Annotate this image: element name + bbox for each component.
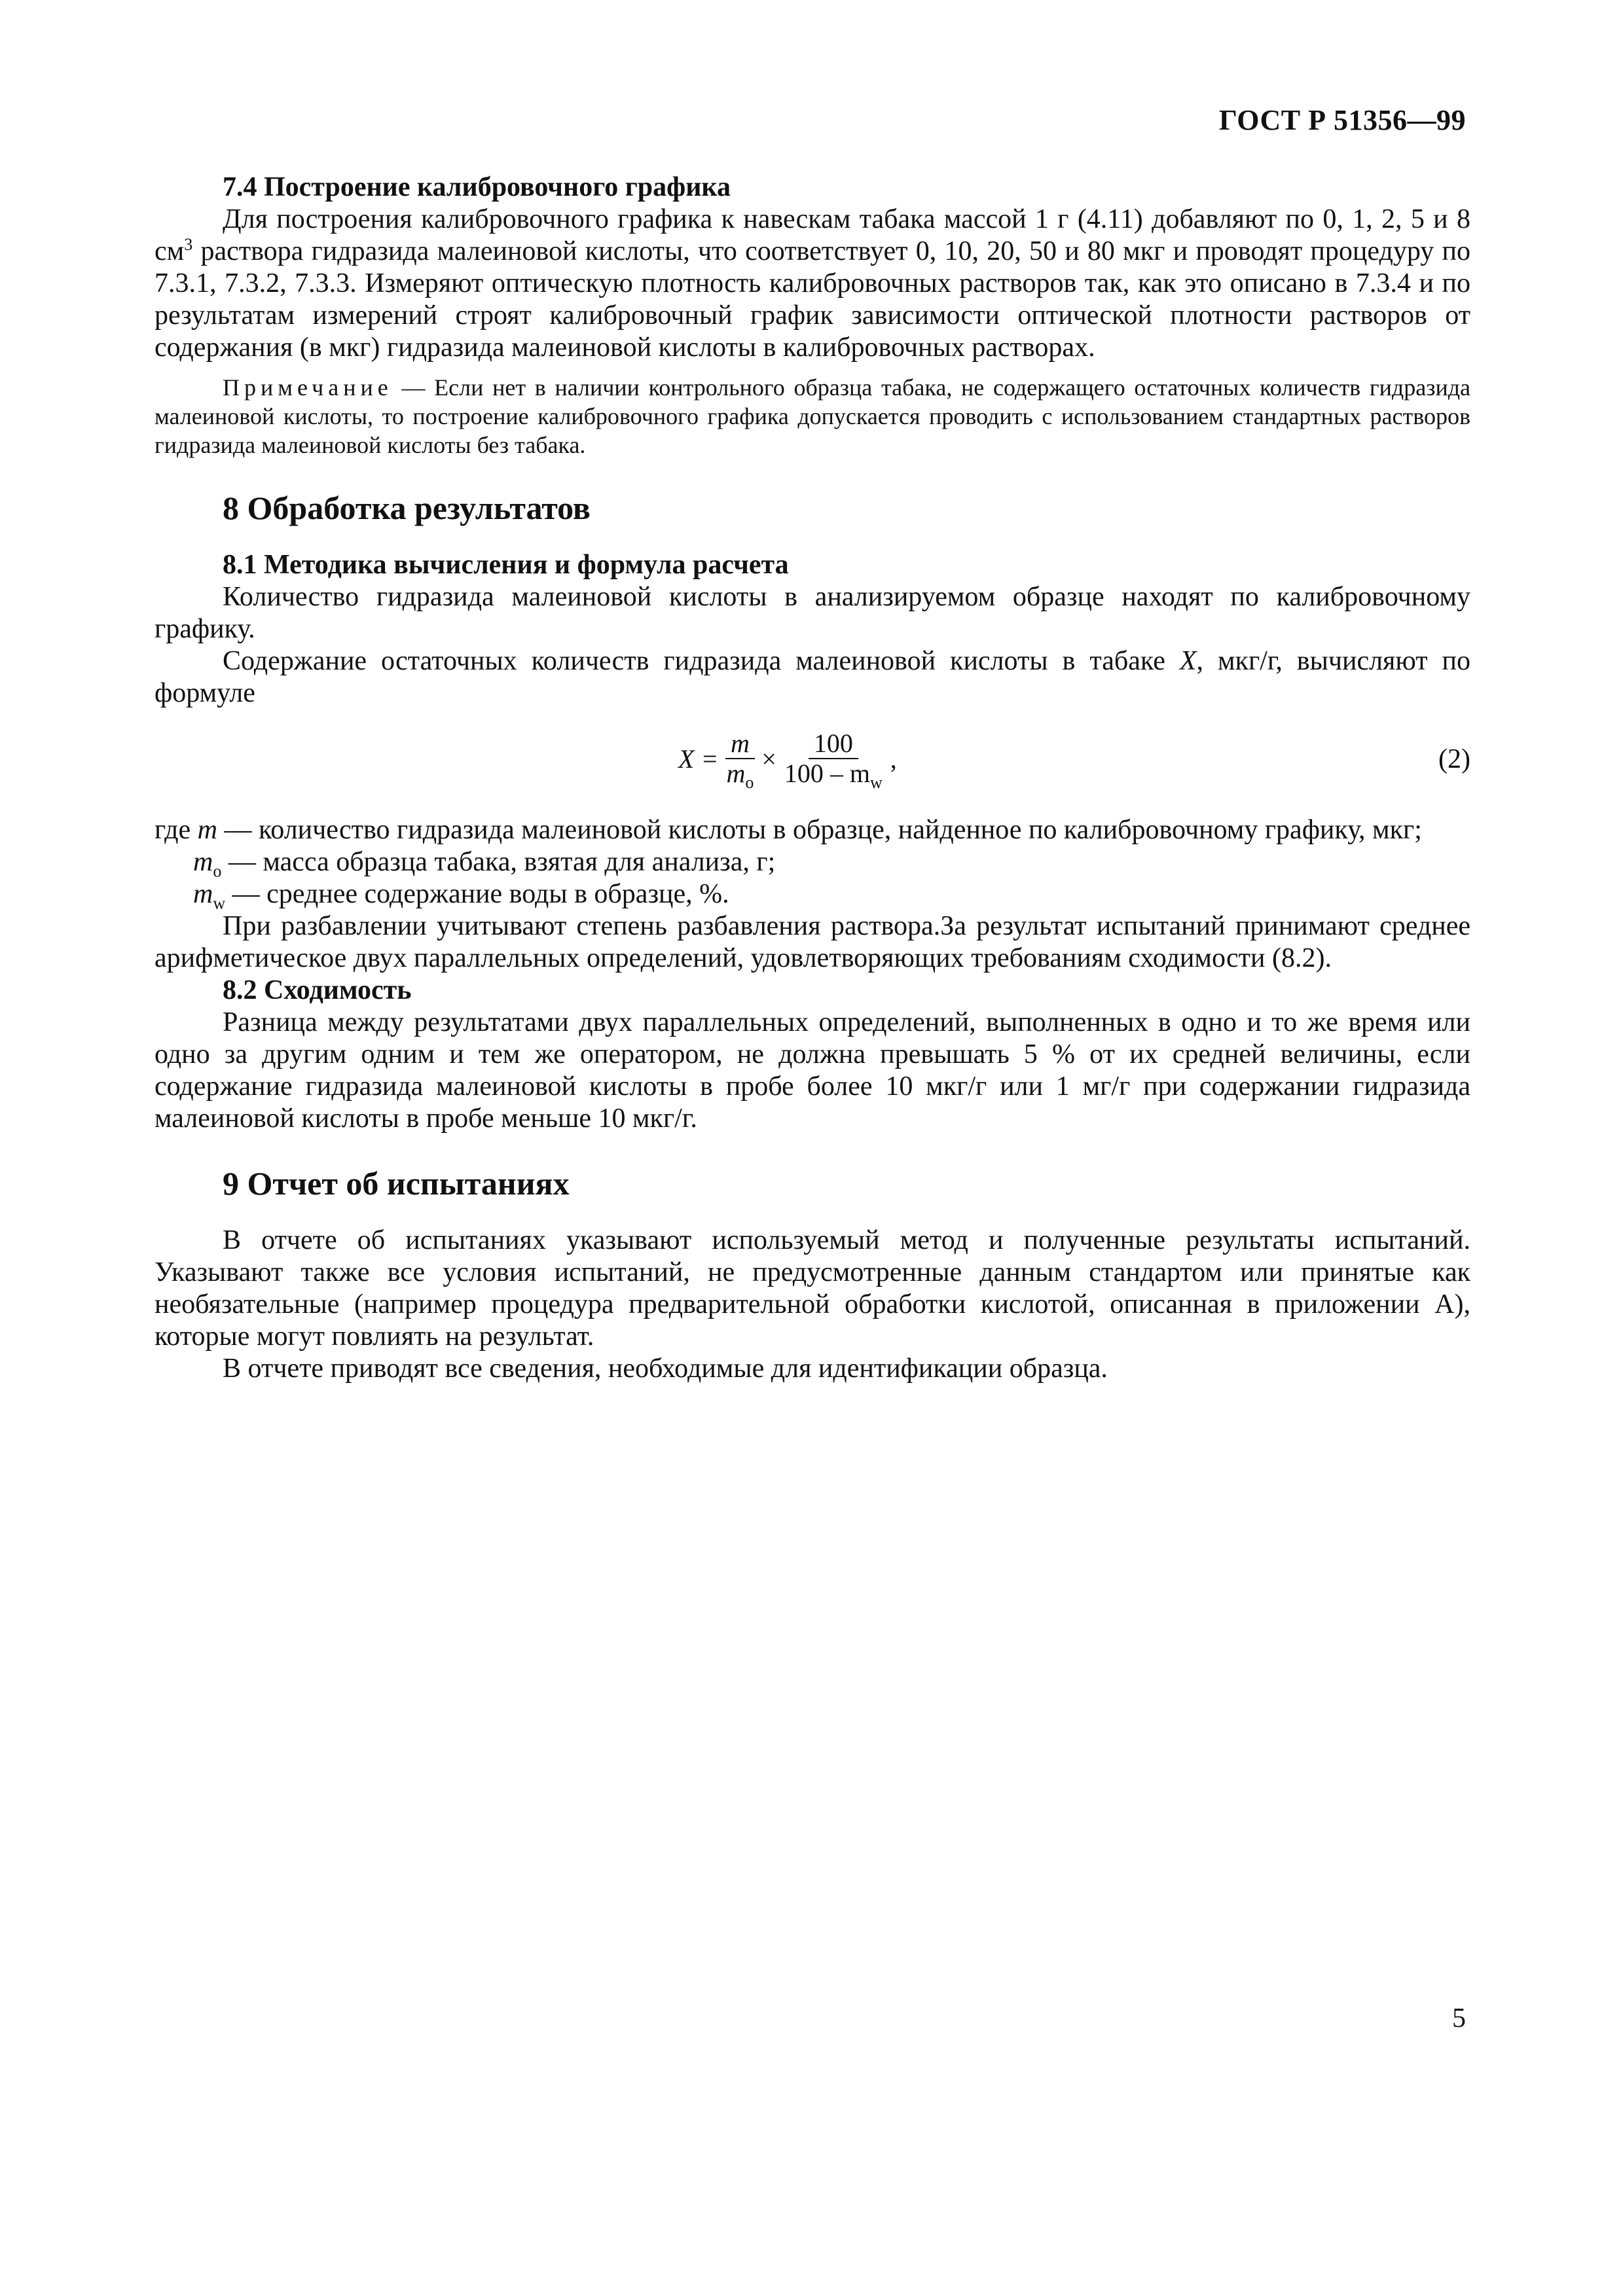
note-text: — Если нет в наличии контрольного образца табака, не содержащего остаточных количеств гидразида малеиновой кислоты, то построение калибровочного графика допускается проводить с использованием стандартных растворов гидразида малеиновой кислоты без табака. — [155, 374, 1470, 458]
paragraph-text-b: раствора гидразида малеиновой кислоты, что соответствует 0, 10, 20, 50 и 80 мкг и проводят процедуру по 7.3.1, 7.3.2, 7.3.3. Измеряют оптическую плотность калибровочных растворов так, как это описано в 7.3.4 и по результатам измерений строят калибровочный график зависимости оптической плотности растворов от содержания (в мкг) гидразида малеиновой кислоты в калибровочных растворах. — [155, 236, 1470, 363]
definition-mo — [155, 846, 1470, 881]
section-8-1-paragraph-3: При разбавлении учитывают степень разбавления раствора.За результат испытаний принимают среднее арифметическое двух параллельных определений, удовлетворяющих требованиям сходимости (8.2). — [155, 911, 1470, 973]
definition-subscript: o — [213, 861, 222, 881]
definition-prefix: где — [155, 815, 198, 845]
fraction-denominator — [779, 759, 888, 792]
paragraph-text-b: , мкг/г, вычисляют по формуле — [155, 646, 1470, 708]
note-label: Примечание — [223, 374, 393, 401]
section-8-1-paragraph-2 — [155, 645, 1470, 709]
variable-x: X — [1179, 646, 1197, 676]
formula-lhs: X = — [678, 744, 719, 774]
note-paragraph — [155, 373, 1470, 459]
section-8-2-paragraph: Разница между результатами двух параллельных определений, выполненных в одно и то же время или одно за другим одним и тем же оператором, не должна превышать 5 % от их средней величины, если содержание гидразида малеиновой кислоты в пробе более 10 мкг/г или 1 мг/г при содержании гидразида малеиновой кислоты в пробе меньше 10 мкг/г. — [155, 1007, 1470, 1134]
formula-comma: , — [890, 744, 897, 774]
paragraph-text-a: Для построения калибровочного графика к навескам табака массой 1 г (4.11) добавляют по 0, 1, 2, 5 и 8 см — [155, 204, 1470, 266]
section-8-1-paragraph-1: Количество гидразида малеиновой кислоты в анализируемом образце находят по калибровочному графику. — [155, 582, 1470, 644]
denominator-m: m — [726, 759, 746, 788]
fraction-m-over-mo — [721, 728, 759, 792]
definition-mw — [155, 878, 1470, 913]
numerator-m: m — [730, 728, 750, 758]
definition-symbol: m — [193, 879, 213, 909]
page-number: 5 — [1452, 2003, 1466, 2034]
section-7-4-paragraph — [155, 204, 1470, 364]
subscript-w: w — [870, 773, 883, 792]
definition-text: — количество гидразида малеиновой кислоты в образце, найденное по калибровочному графику, мкг; — [217, 815, 1422, 845]
definition-subscript: w — [213, 893, 226, 913]
section-9-paragraph-1: В отчете об испытаниях указывают используемый метод и полученные результаты испытаний. Указывают также все условия испытаний, не предусмотренные данным стандартом или принятые как необязательные (например процедура предварительной обработки кислотой, описанная в приложении А), которые могут повлиять на результат. — [155, 1225, 1470, 1352]
equation-number: (2) — [1438, 744, 1470, 774]
fraction-denominator — [721, 759, 759, 792]
page-content — [155, 171, 1470, 1385]
fraction-numerator — [725, 729, 755, 759]
standard-code-header: ГОСТ Р 51356—99 — [1218, 104, 1466, 136]
times-sign: × — [761, 744, 776, 774]
formula-row — [155, 721, 1470, 800]
section-7-4-heading: 7.4 Построение калибровочного графика — [223, 172, 731, 202]
definition-text: — среднее содержание воды в образце, %. — [225, 879, 729, 909]
paragraph-text-a: Содержание остаточных количеств гидразида малеиновой кислоты в табаке — [223, 646, 1180, 676]
definition-symbol: m — [193, 847, 213, 877]
definition-text: — масса образца табака, взятая для анализа, г; — [221, 847, 776, 877]
formula — [678, 728, 897, 792]
definition-m — [155, 814, 1470, 846]
section-9-heading: 9 Отчет об испытаниях — [223, 1165, 570, 1202]
superscript-three: 3 — [184, 235, 193, 254]
section-8-heading: 8 Обработка результатов — [223, 490, 591, 526]
section-9-paragraph-2: В отчете приводят все сведения, необходимые для идентификации образца. — [223, 1354, 1108, 1384]
fraction-numerator: 100 — [809, 729, 858, 759]
symbol-definitions — [155, 814, 1470, 913]
section-8-1-heading: 8.1 Методика вычисления и формула расчета — [223, 550, 789, 580]
definition-symbol: m — [197, 815, 217, 845]
subscript-o: o — [745, 773, 754, 792]
denominator-text: 100 – m — [784, 759, 871, 788]
fraction-100-over-100-minus-mw — [779, 728, 888, 792]
section-8-2-heading: 8.2 Сходимость — [223, 975, 412, 1005]
